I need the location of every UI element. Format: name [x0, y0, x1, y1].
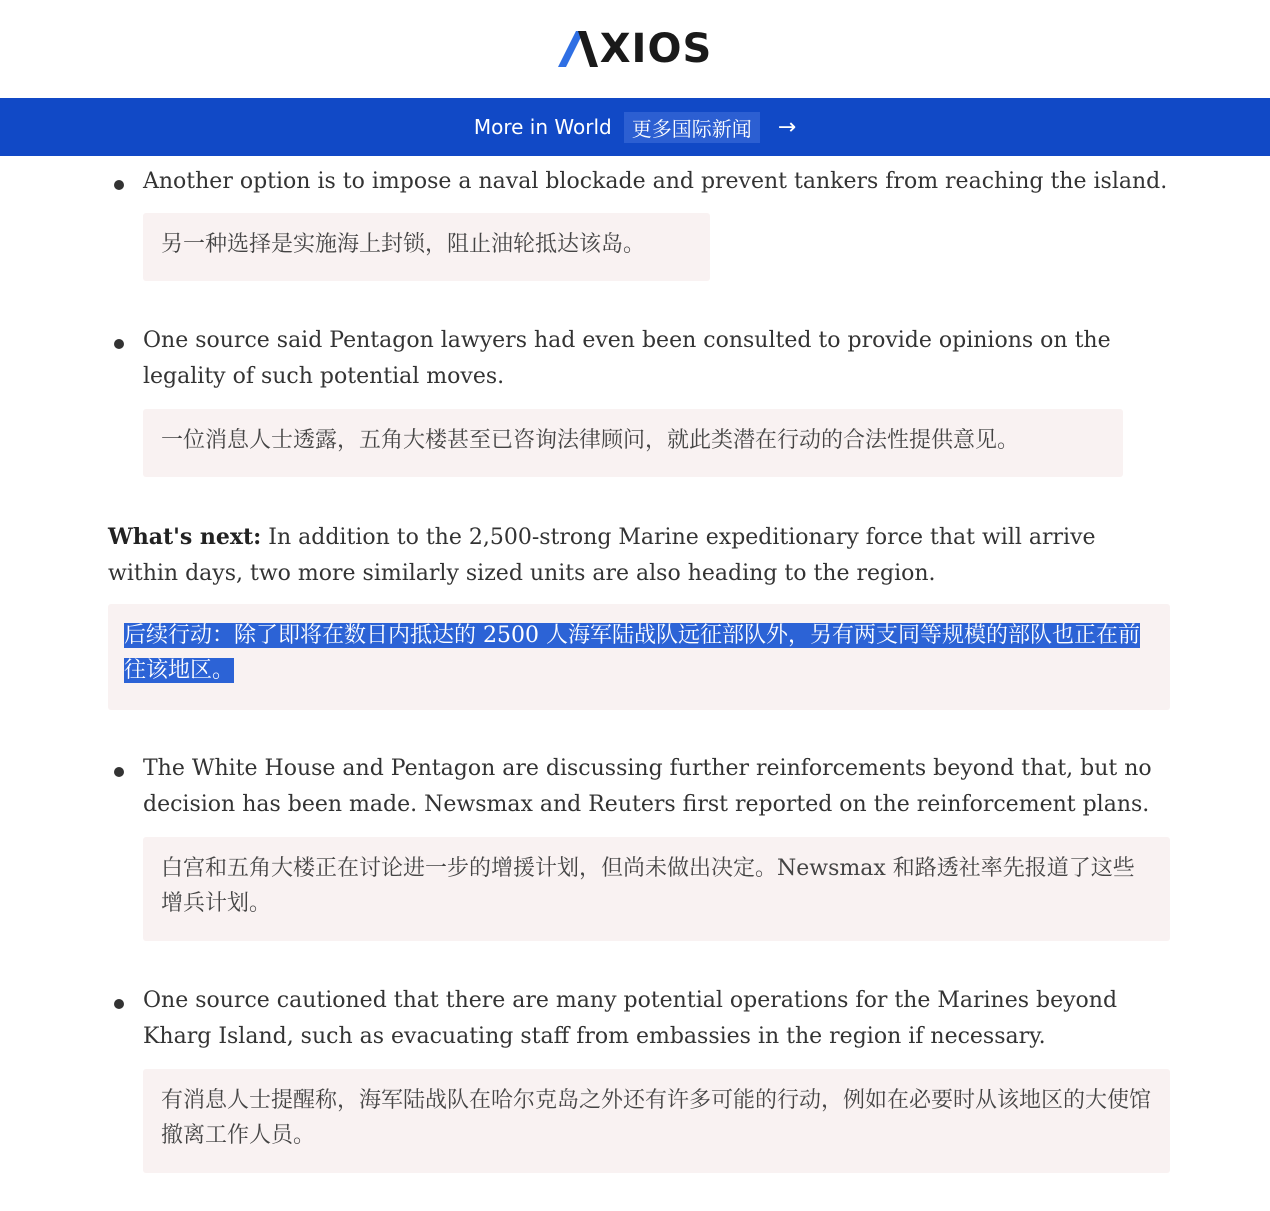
bullet-item: One source cautioned that there are many potential operations for the Marines beyond Kharg Island, such as evacuating staff from embassies in the region if necessary.	[143, 983, 1170, 1055]
nav-translation: 更多国际新闻	[624, 112, 760, 143]
site-header	[0, 0, 1270, 98]
bullet-item: Another option is to impose a naval blockade and prevent tankers from reaching the island.	[143, 164, 1170, 200]
selected-text: 后续行动：除了即将在数日内抵达的 2500 人海军陆战队远征部队外，另有两支同等规模的部队也正在前往该地区。	[124, 623, 1140, 683]
nav-label: More in World	[473, 115, 612, 139]
logo-text: XIOS	[599, 26, 713, 72]
more-in-world-link[interactable]	[0, 98, 1270, 156]
translation-block: 另一种选择是实施海上封锁，阻止油轮抵达该岛。	[143, 213, 710, 281]
whats-next-label: What's next:	[108, 524, 262, 550]
translation-block-selected[interactable]	[108, 604, 1170, 710]
logo-a-mark	[558, 31, 598, 67]
whats-next-text: In addition to the 2,500-strong Marine expeditionary force that will arrive within days, two more similarly sized units are also heading to the region.	[108, 525, 1096, 586]
translation-block: 一位消息人士透露，五角大楼甚至已咨询法律顾问，就此类潜在行动的合法性提供意见。	[143, 409, 1123, 477]
bullet-item: The White House and Pentagon are discussing further reinforcements beyond that, but no decision has been made. Newsmax and Reuters first reported on the reinforcement plans.	[143, 751, 1170, 823]
whats-next-paragraph	[108, 519, 1168, 592]
arrow-right-icon: →	[777, 114, 797, 140]
translation-block: 有消息人士提醒称，海军陆战队在哈尔克岛之外还有许多可能的行动，例如在必要时从该地区的大使馆撤离工作人员。	[143, 1069, 1170, 1173]
translation-block: 白宫和五角大楼正在讨论进一步的增援计划，但尚未做出决定。Newsmax 和路透社率先报道了这些增兵计划。	[143, 837, 1170, 941]
axios-logo[interactable]	[558, 26, 713, 72]
bullet-item: One source said Pentagon lawyers had even been consulted to provide opinions on the legality of such potential moves.	[143, 323, 1170, 395]
